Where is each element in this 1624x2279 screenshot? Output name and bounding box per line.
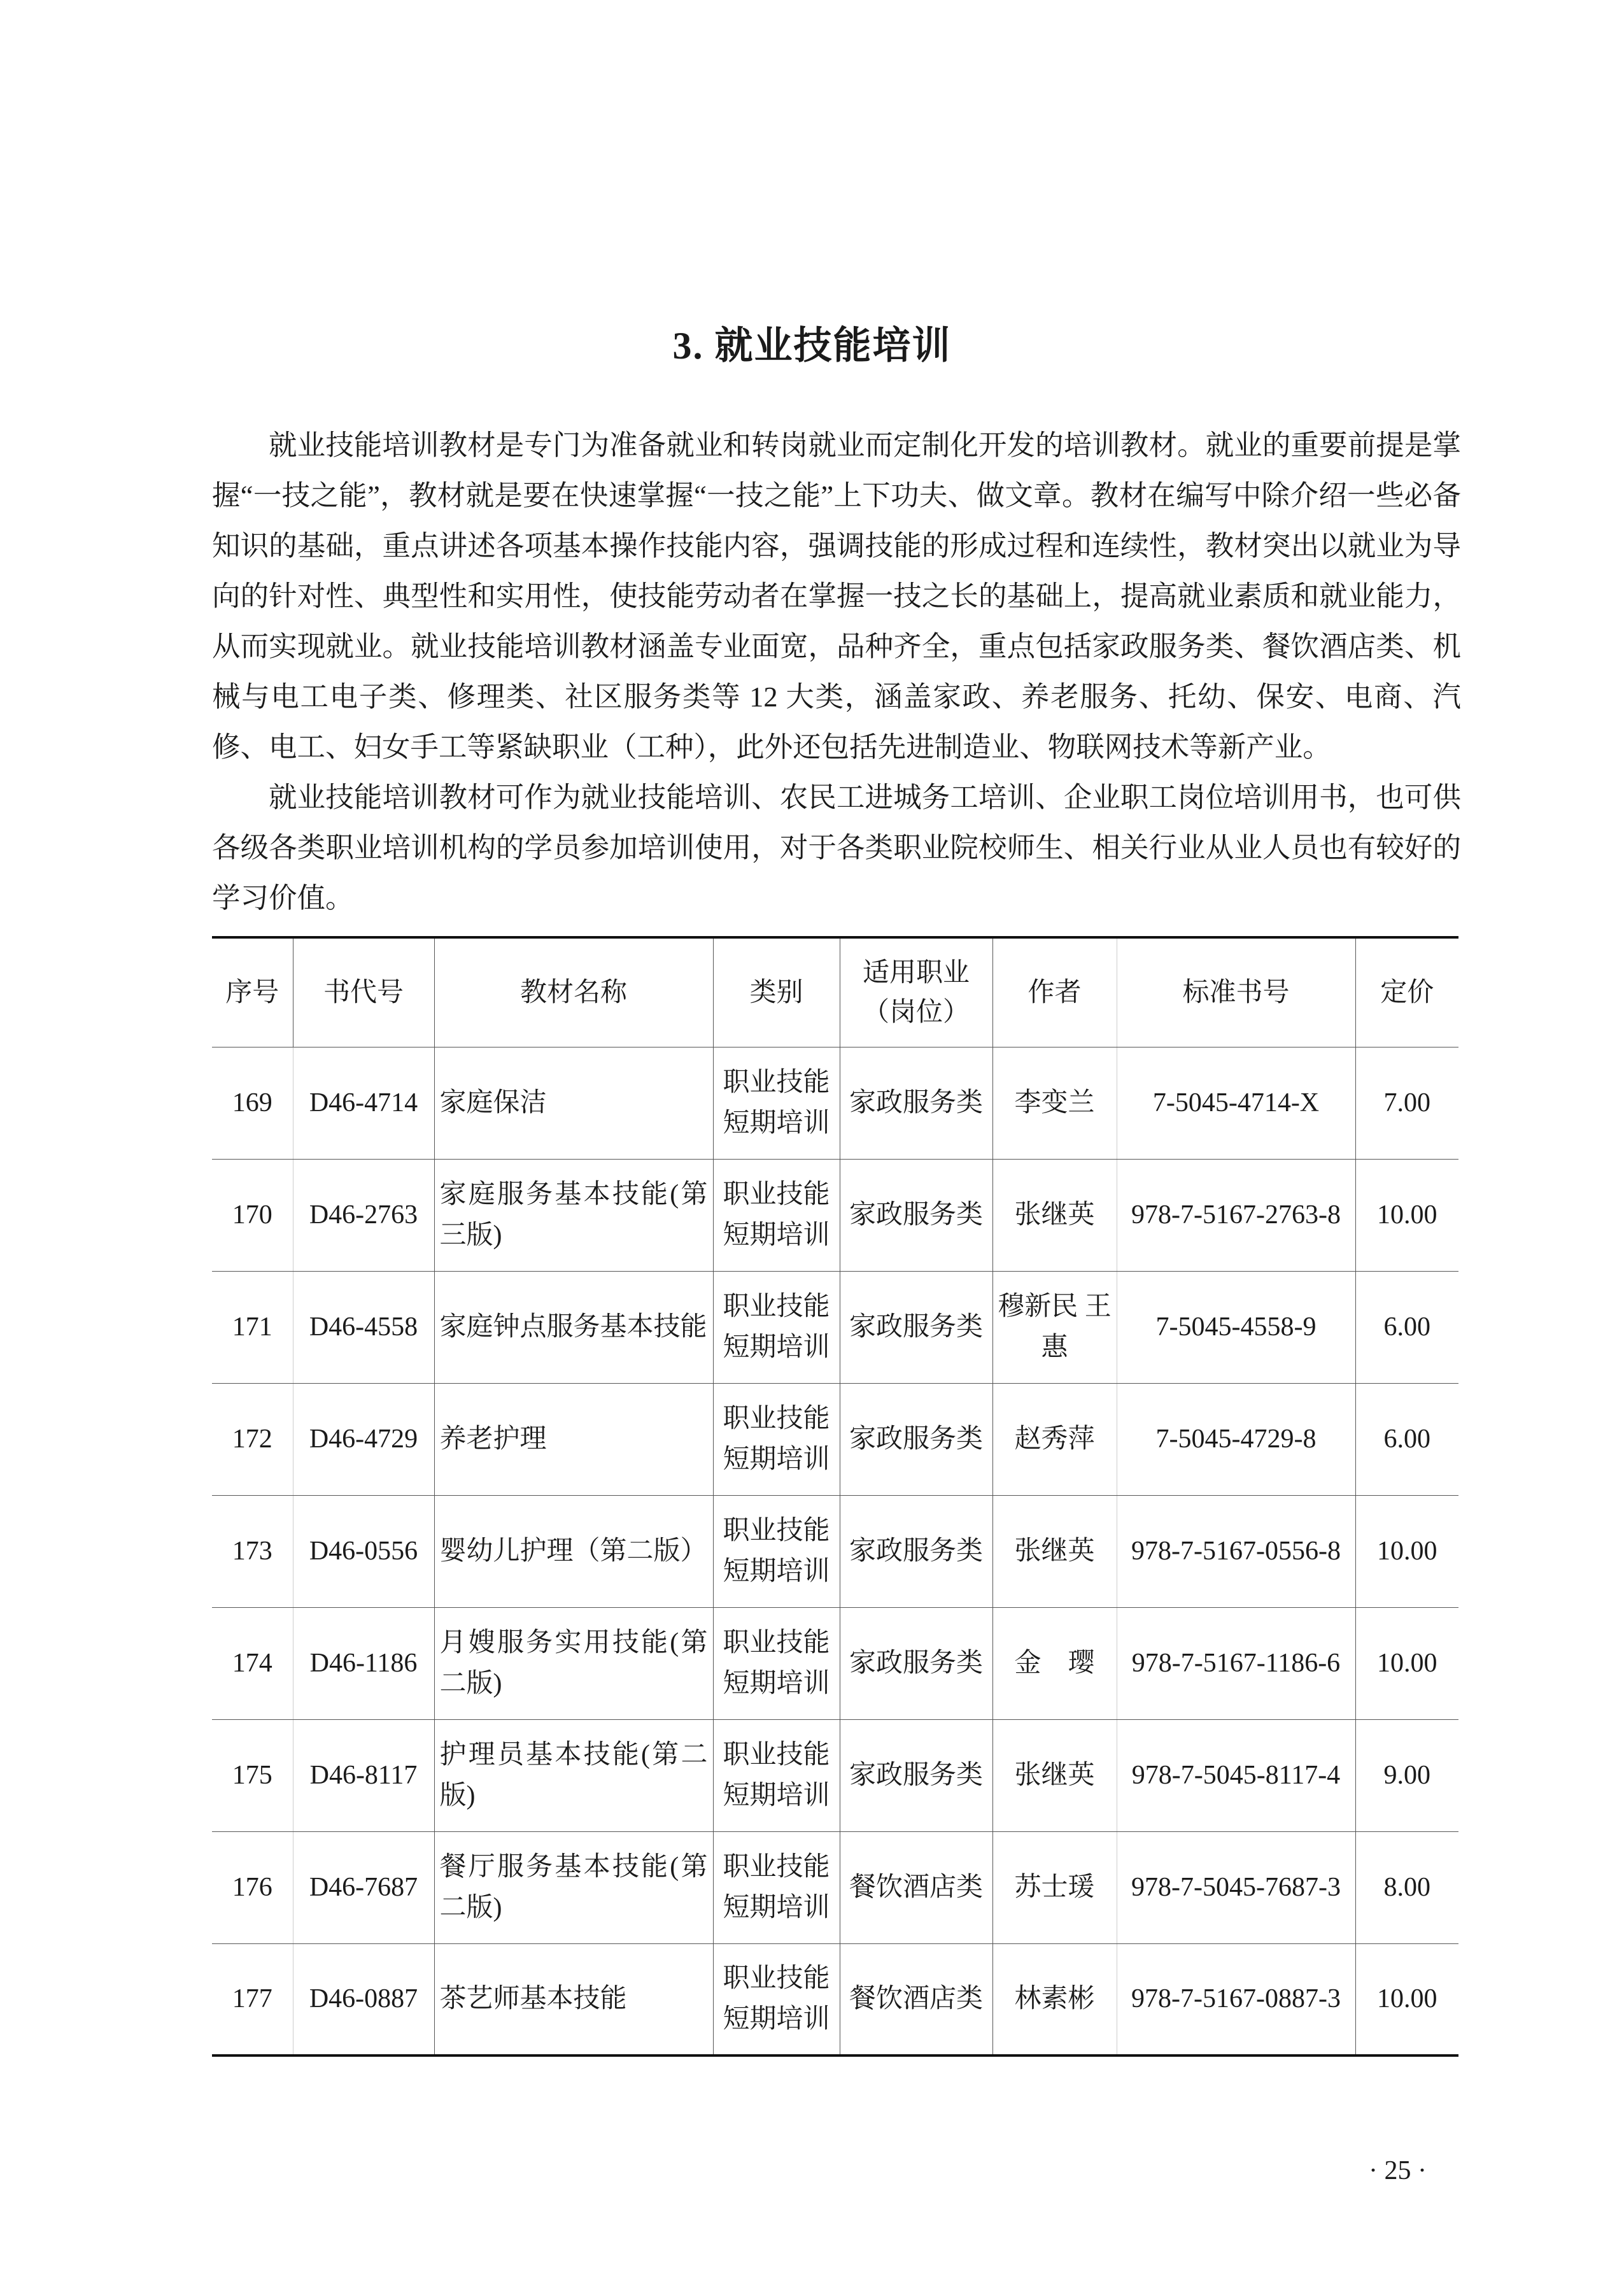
col-category-cell: 职业技能短期培训 <box>713 1495 840 1607</box>
col-isbn-cell: 978-7-5045-8117-4 <box>1117 1719 1355 1831</box>
col-price-cell: 10.00 <box>1355 1943 1458 2055</box>
table-row <box>212 1607 1458 1719</box>
col-isbn-cell: 978-7-5167-2763-8 <box>1117 1159 1355 1271</box>
col-index-cell: 177 <box>212 1943 293 2055</box>
col-category-cell: 职业技能短期培训 <box>713 1159 840 1271</box>
table-row <box>212 1047 1458 1159</box>
col-price-cell: 9.00 <box>1355 1719 1458 1831</box>
table-row <box>212 1159 1458 1271</box>
col-index-cell: 171 <box>212 1271 293 1383</box>
col-index-cell: 173 <box>212 1495 293 1607</box>
col-title-cell: 家庭钟点服务基本技能 <box>434 1271 713 1383</box>
col-occupation-cell: 餐饮酒店类 <box>840 1943 992 2055</box>
col-occupation-cell: 家政服务类 <box>840 1719 992 1831</box>
col-occupation-cell: 家政服务类 <box>840 1607 992 1719</box>
col-isbn-cell: 7-5045-4558-9 <box>1117 1271 1355 1383</box>
col-code-cell: D46-8117 <box>293 1719 434 1831</box>
col-category-cell: 职业技能短期培训 <box>713 1831 840 1943</box>
col-code-cell: D46-4714 <box>293 1047 434 1159</box>
col-title-cell: 护理员基本技能(第二版) <box>434 1719 713 1831</box>
col-occupation-cell: 家政服务类 <box>840 1271 992 1383</box>
col-title-cell: 养老护理 <box>434 1383 713 1495</box>
col-code-cell: D46-0556 <box>293 1495 434 1607</box>
table-row <box>212 1271 1458 1383</box>
table-row <box>212 1943 1458 2055</box>
col-author-cell: 张继英 <box>992 1495 1117 1607</box>
col-isbn-cell: 978-7-5167-0887-3 <box>1117 1943 1355 2055</box>
paragraph: 就业技能培训教材可作为就业技能培训、农民工进城务工培训、企业职工岗位培训用书，也可供各级各类职业培训机构的学员参加培训使用，对于各类职业院校师生、相关行业从业人员也有较好的学习价值。 <box>212 781 1461 914</box>
header-col-index: 序号 <box>212 937 293 1047</box>
col-occupation-cell: 家政服务类 <box>840 1047 992 1159</box>
table-row <box>212 1383 1458 1495</box>
col-index-cell: 175 <box>212 1719 293 1831</box>
header-col-occupation: 适用职业（岗位） <box>840 937 992 1047</box>
col-occupation-cell: 家政服务类 <box>840 1495 992 1607</box>
paragraph: 就业技能培训教材是专门为准备就业和转岗就业而定制化开发的培训教材。就业的重要前提是掌握“一技之能”，教材就是要在快速掌握“一技之能”上下功夫、做文章。教材在编写中除介绍一些必备知识的基础，重点讲述各项基本操作技能内容，强调技能的形成过程和连续性，教材突出以就业为导向的针对性、典型性和实用性，使技能劳动者在掌握一技之长的基础上，提高就业素质和就业能力，从而实现就业。就业技能培训教材涵盖专业面宽，品种齐全，重点包括家政服务类、餐饮酒店类、机械与电工电子类、修理类、社区服务类等 12 大类，涵盖家政、养老服务、托幼、保安、电商、汽修、电工、妇女手工等紧缺职业（工种），此外还包括先进制造业、物联网技术等新产业。 <box>212 429 1461 763</box>
col-index-cell: 176 <box>212 1831 293 1943</box>
col-isbn-cell: 978-7-5045-7687-3 <box>1117 1831 1355 1943</box>
col-category-cell: 职业技能短期培训 <box>713 1719 840 1831</box>
col-code-cell: D46-2763 <box>293 1159 434 1271</box>
table-row <box>212 1719 1458 1831</box>
header-col-code: 书代号 <box>293 937 434 1047</box>
col-title-cell: 月嫂服务实用技能(第二版) <box>434 1607 713 1719</box>
section-title: 3. 就业技能培训 <box>672 325 952 367</box>
col-price-cell: 8.00 <box>1355 1831 1458 1943</box>
col-code-cell: D46-7687 <box>293 1831 434 1943</box>
col-category-cell: 职业技能短期培训 <box>713 1607 840 1719</box>
col-title-cell: 家庭保洁 <box>434 1047 713 1159</box>
col-category-cell: 职业技能短期培训 <box>713 1047 840 1159</box>
col-author-cell: 苏士瑗 <box>992 1831 1117 1943</box>
col-code-cell: D46-0887 <box>293 1943 434 2055</box>
col-title-cell: 婴幼儿护理（第二版） <box>434 1495 713 1607</box>
header-col-isbn: 标准书号 <box>1117 937 1355 1047</box>
col-isbn-cell: 978-7-5167-0556-8 <box>1117 1495 1355 1607</box>
col-index-cell: 172 <box>212 1383 293 1495</box>
col-title-cell: 家庭服务基本技能(第三版) <box>434 1159 713 1271</box>
col-isbn-cell: 978-7-5167-1186-6 <box>1117 1607 1355 1719</box>
col-occupation-cell: 家政服务类 <box>840 1159 992 1271</box>
col-isbn-cell: 7-5045-4714-X <box>1117 1047 1355 1159</box>
col-price-cell: 6.00 <box>1355 1383 1458 1495</box>
col-price-cell: 6.00 <box>1355 1271 1458 1383</box>
col-price-cell: 7.00 <box>1355 1047 1458 1159</box>
col-author-cell: 穆新民 王 惠 <box>992 1271 1117 1383</box>
col-category-cell: 职业技能短期培训 <box>713 1271 840 1383</box>
col-category-cell: 职业技能短期培训 <box>713 1943 840 2055</box>
table-header-row <box>212 937 1458 1047</box>
col-index-cell: 170 <box>212 1159 293 1271</box>
col-author-cell: 李变兰 <box>992 1047 1117 1159</box>
table-row <box>212 1495 1458 1607</box>
col-price-cell: 10.00 <box>1355 1495 1458 1607</box>
col-price-cell: 10.00 <box>1355 1607 1458 1719</box>
col-author-cell: 赵秀萍 <box>992 1383 1117 1495</box>
header-col-author: 作者 <box>992 937 1117 1047</box>
col-author-cell: 张继英 <box>992 1159 1117 1271</box>
table-row <box>212 1831 1458 1943</box>
col-occupation-cell: 家政服务类 <box>840 1383 992 1495</box>
header-col-price: 定价 <box>1355 937 1458 1047</box>
col-title-cell: 餐厅服务基本技能(第二版) <box>434 1831 713 1943</box>
header-col-category: 类别 <box>713 937 840 1047</box>
col-isbn-cell: 7-5045-4729-8 <box>1117 1383 1355 1495</box>
textbook-table <box>212 936 1458 2057</box>
col-author-cell: 林素彬 <box>992 1943 1117 2055</box>
col-category-cell: 职业技能短期培训 <box>713 1383 840 1495</box>
col-author-cell: 金 璎 <box>992 1607 1117 1719</box>
col-code-cell: D46-4558 <box>293 1271 434 1383</box>
page-number: · 25 · <box>1369 2156 1427 2185</box>
intro-text <box>212 420 1461 923</box>
header-col-title: 教材名称 <box>434 937 713 1047</box>
col-index-cell: 174 <box>212 1607 293 1719</box>
col-index-cell: 169 <box>212 1047 293 1159</box>
col-code-cell: D46-1186 <box>293 1607 434 1719</box>
col-title-cell: 茶艺师基本技能 <box>434 1943 713 2055</box>
col-occupation-cell: 餐饮酒店类 <box>840 1831 992 1943</box>
col-price-cell: 10.00 <box>1355 1159 1458 1271</box>
col-author-cell: 张继英 <box>992 1719 1117 1831</box>
col-code-cell: D46-4729 <box>293 1383 434 1495</box>
